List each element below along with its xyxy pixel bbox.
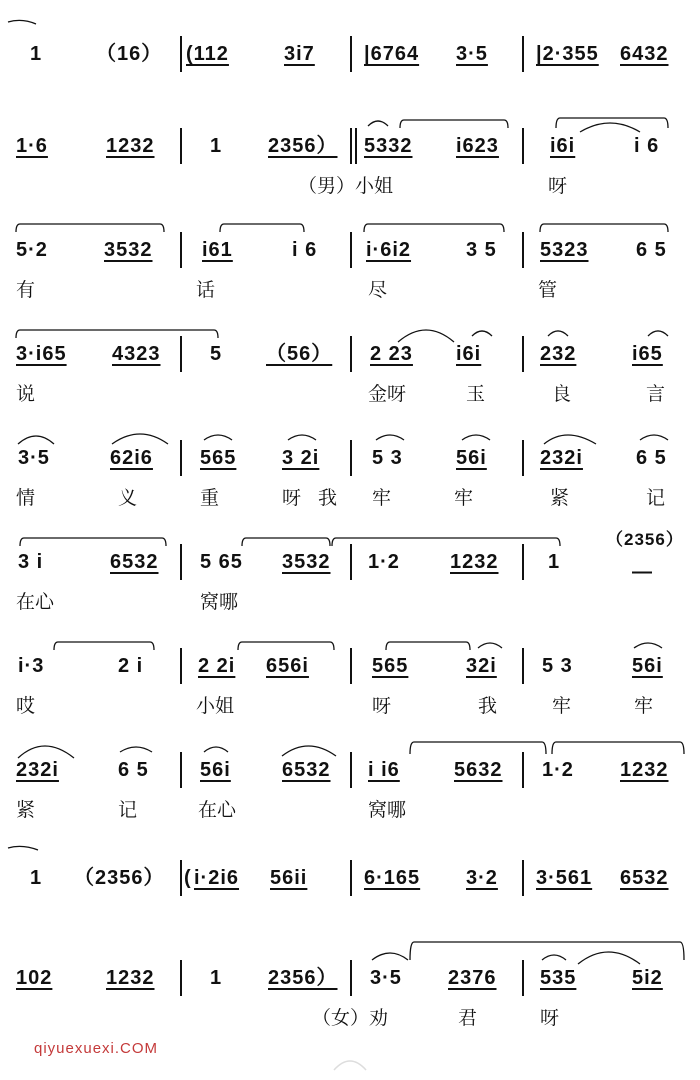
bar-line [522, 648, 524, 684]
lyric: 在心 [198, 799, 237, 821]
bar-line [350, 36, 352, 72]
note: 1·2 [368, 551, 400, 573]
bar-line [350, 544, 352, 580]
lyric: 话 [196, 279, 216, 301]
lyric: （男）小姐 [298, 175, 394, 197]
note: 3 i [18, 551, 44, 573]
note: i6i [456, 343, 482, 365]
note: 565 [200, 447, 237, 469]
bar-line [180, 336, 182, 372]
bar-line [350, 860, 352, 896]
note: 4323 [112, 343, 161, 365]
bar-line [350, 336, 352, 372]
note: 535 [540, 967, 577, 989]
lyric: 我 [478, 695, 498, 717]
note: 1232 [106, 967, 155, 989]
bar-line [522, 336, 524, 372]
lyric: 言 [646, 383, 666, 405]
note: (112 [186, 43, 229, 65]
note: 2 23 [370, 343, 413, 365]
bar-line [355, 128, 357, 164]
score-row [0, 0, 700, 104]
note: 6532 [282, 759, 331, 781]
note: 6 5 [636, 447, 667, 469]
note: （16） [96, 43, 163, 65]
note: 2 i [118, 655, 144, 677]
lyric: 窝哪 [200, 591, 239, 613]
bar-line [350, 752, 352, 788]
score-row [0, 520, 700, 624]
bar-line [522, 960, 524, 996]
note: 1·6 [16, 135, 48, 157]
note: 3532 [282, 551, 331, 573]
lyric: 君 [458, 1007, 478, 1029]
note: 5 [210, 343, 223, 365]
note: i623 [456, 135, 499, 157]
lyric: 有 [16, 279, 36, 301]
lyric: 紧 [16, 799, 36, 821]
lyric: 记 [118, 799, 138, 821]
note: i61 [202, 239, 233, 261]
note: i6i [550, 135, 576, 157]
note: i·6i2 [366, 239, 412, 261]
lyric: 呀 [282, 487, 302, 509]
note: i65 [632, 343, 663, 365]
note: i·3 [18, 655, 45, 677]
note: 102 [16, 967, 53, 989]
watermark-emblem-icon [330, 1052, 370, 1072]
lyric: 在心 [16, 591, 55, 613]
bar-line [522, 752, 524, 788]
note: 232i [16, 759, 59, 781]
lyric: 牢 [454, 487, 474, 509]
lyric: 管 [538, 279, 558, 301]
note: i·2i6 [194, 867, 240, 889]
note: （2356） [606, 530, 684, 549]
note: 2 2i [198, 655, 236, 677]
lyric: 记 [646, 487, 666, 509]
bar-line [350, 128, 352, 164]
lyric: 情 [16, 487, 36, 509]
lyric: 牢 [552, 695, 572, 717]
note: i i6 [368, 759, 400, 781]
bar-line [180, 960, 182, 996]
note: （56） [266, 343, 333, 365]
note: 5332 [364, 135, 413, 157]
bar-line [522, 36, 524, 72]
bar-line [522, 860, 524, 896]
score-row [0, 728, 700, 832]
note: 56i [632, 655, 663, 677]
lyric: 良 [552, 383, 572, 405]
note: 3 5 [466, 239, 497, 261]
lyric: 牢 [634, 695, 654, 717]
note: 1 [548, 551, 561, 573]
lyric: 我 [318, 487, 338, 509]
note: 5 3 [372, 447, 403, 469]
note: 6 5 [636, 239, 667, 261]
note: 3·i65 [16, 343, 67, 365]
lyric: 重 [200, 487, 220, 509]
note: |6764 [364, 43, 420, 65]
note: 3·561 [536, 867, 593, 889]
note: 5632 [454, 759, 503, 781]
bar-line [180, 232, 182, 268]
note: （2356） [74, 867, 165, 889]
note: 3·5 [18, 447, 50, 469]
bar-line [522, 232, 524, 268]
bar-line [180, 36, 182, 72]
note: 3·5 [370, 967, 402, 989]
lyric: 呀 [548, 175, 568, 197]
note: 1 [210, 135, 223, 157]
note: 3·5 [456, 43, 488, 65]
watermark: qiyuexuexi.COM [34, 1040, 159, 1057]
lyric: 尽 [368, 279, 388, 301]
lyric: 金呀 [368, 383, 407, 405]
score-row [0, 936, 700, 1040]
bar-line [350, 960, 352, 996]
bar-line [350, 648, 352, 684]
bar-line [180, 860, 182, 896]
bar-line [180, 752, 182, 788]
note: 5 3 [542, 655, 573, 677]
lyric: 呀 [372, 695, 392, 717]
note: 5323 [540, 239, 589, 261]
note: 1 [210, 967, 223, 989]
note: |2·355 [536, 43, 599, 65]
note: 56ii [270, 867, 308, 889]
note: i 6 [634, 135, 660, 157]
note: 1 [30, 43, 43, 65]
note: 1232 [620, 759, 669, 781]
score-row [0, 416, 700, 520]
lyric: 哎 [16, 695, 36, 717]
lyric: 玉 [466, 383, 486, 405]
note: 5 65 [200, 551, 243, 573]
lyric: 紧 [550, 487, 570, 509]
note: ( [184, 867, 192, 889]
bar-line [180, 544, 182, 580]
note: 5·2 [16, 239, 48, 261]
note: 3i7 [284, 43, 315, 65]
note: 1232 [106, 135, 155, 157]
note: 232i [540, 447, 583, 469]
score-row [0, 104, 700, 208]
score-row [0, 312, 700, 416]
lyric: 牢 [372, 487, 392, 509]
note: 232 [540, 343, 577, 365]
bar-line [180, 648, 182, 684]
lyric: 说 [16, 383, 36, 405]
bar-line [522, 128, 524, 164]
lyric: 小姐 [196, 695, 235, 717]
note: 2356） [268, 967, 338, 989]
bar-line [180, 128, 182, 164]
note: 56i [456, 447, 487, 469]
lyric: 义 [118, 487, 138, 509]
note: 565 [372, 655, 409, 677]
note: 3 2i [282, 447, 320, 469]
note: 1232 [450, 551, 499, 573]
lyric: 呀 [540, 1007, 560, 1029]
note: 6432 [620, 43, 669, 65]
score-row [0, 624, 700, 728]
note: 62i6 [110, 447, 153, 469]
note: 5i2 [632, 967, 663, 989]
note: 3532 [104, 239, 153, 261]
note: 2376 [448, 967, 497, 989]
note: 6532 [110, 551, 159, 573]
note: 656i [266, 655, 309, 677]
score-row [0, 208, 700, 312]
note: 3·2 [466, 867, 498, 889]
note: 2356） [268, 135, 338, 157]
score-row [0, 832, 700, 936]
note: i 6 [292, 239, 318, 261]
bar-line [522, 544, 524, 580]
lyric: （女）劝 [312, 1007, 389, 1029]
note: — [632, 561, 653, 583]
note: 6532 [620, 867, 669, 889]
note: 6 5 [118, 759, 149, 781]
bar-line [350, 232, 352, 268]
note: 1·2 [542, 759, 574, 781]
bar-line [522, 440, 524, 476]
bar-line [180, 440, 182, 476]
lyric: 窝哪 [368, 799, 407, 821]
note: 1 [30, 867, 43, 889]
note: 6·165 [364, 867, 421, 889]
note: 32i [466, 655, 497, 677]
bar-line [350, 440, 352, 476]
note: 56i [200, 759, 231, 781]
